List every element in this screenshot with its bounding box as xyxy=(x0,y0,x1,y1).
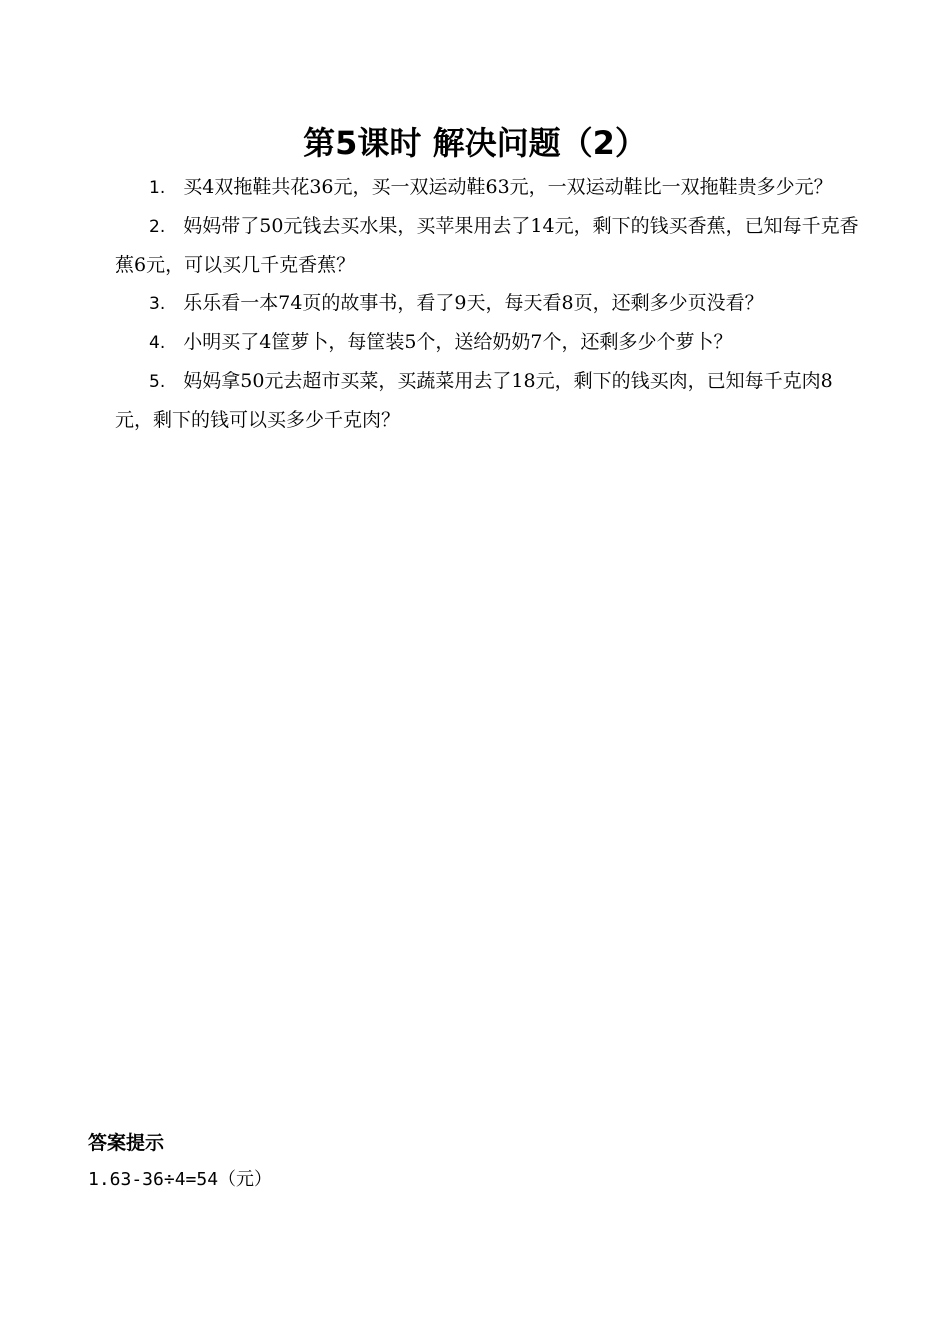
problem-number: 3. xyxy=(149,294,166,314)
problem-item-3 xyxy=(115,284,867,323)
problem-text: 妈妈带了50元钱去买水果，买苹果用去了14元，剩下的钱买香蕉，已知每千克香蕉6元，可以买几千克香蕉？ xyxy=(115,215,859,276)
problem-item-2 xyxy=(115,207,867,284)
problem-text: 乐乐看一本74页的故事书，看了9天，每天看8页，还剩多少页没看？ xyxy=(183,292,764,314)
problem-number: 1. xyxy=(149,178,166,198)
problem-text: 小明买了4筐萝卜，每筐装5个，送给奶奶7个，还剩多少个萝卜？ xyxy=(183,331,733,353)
problem-item-1 xyxy=(115,168,867,207)
problem-number: 5. xyxy=(149,372,166,392)
problem-number: 4. xyxy=(149,333,166,353)
problem-number: 2. xyxy=(149,217,166,237)
problem-list xyxy=(115,168,867,439)
answer-heading: 答案提示 xyxy=(88,1132,165,1154)
problem-item-5 xyxy=(115,362,867,439)
problem-text: 妈妈拿50元去超市买菜，买蔬菜用去了18元，剩下的钱买肉，已知每千克肉8元，剩下的钱可以买多少千克肉？ xyxy=(115,370,833,431)
page-title: 第5课时 解决问题（2） xyxy=(303,124,647,162)
answer-item-1: 1.63-36÷4=54（元） xyxy=(88,1169,273,1190)
problem-item-4 xyxy=(115,323,867,362)
problem-text: 买4双拖鞋共花36元，买一双运动鞋63元，一双运动鞋比一双拖鞋贵多少元？ xyxy=(183,176,833,198)
